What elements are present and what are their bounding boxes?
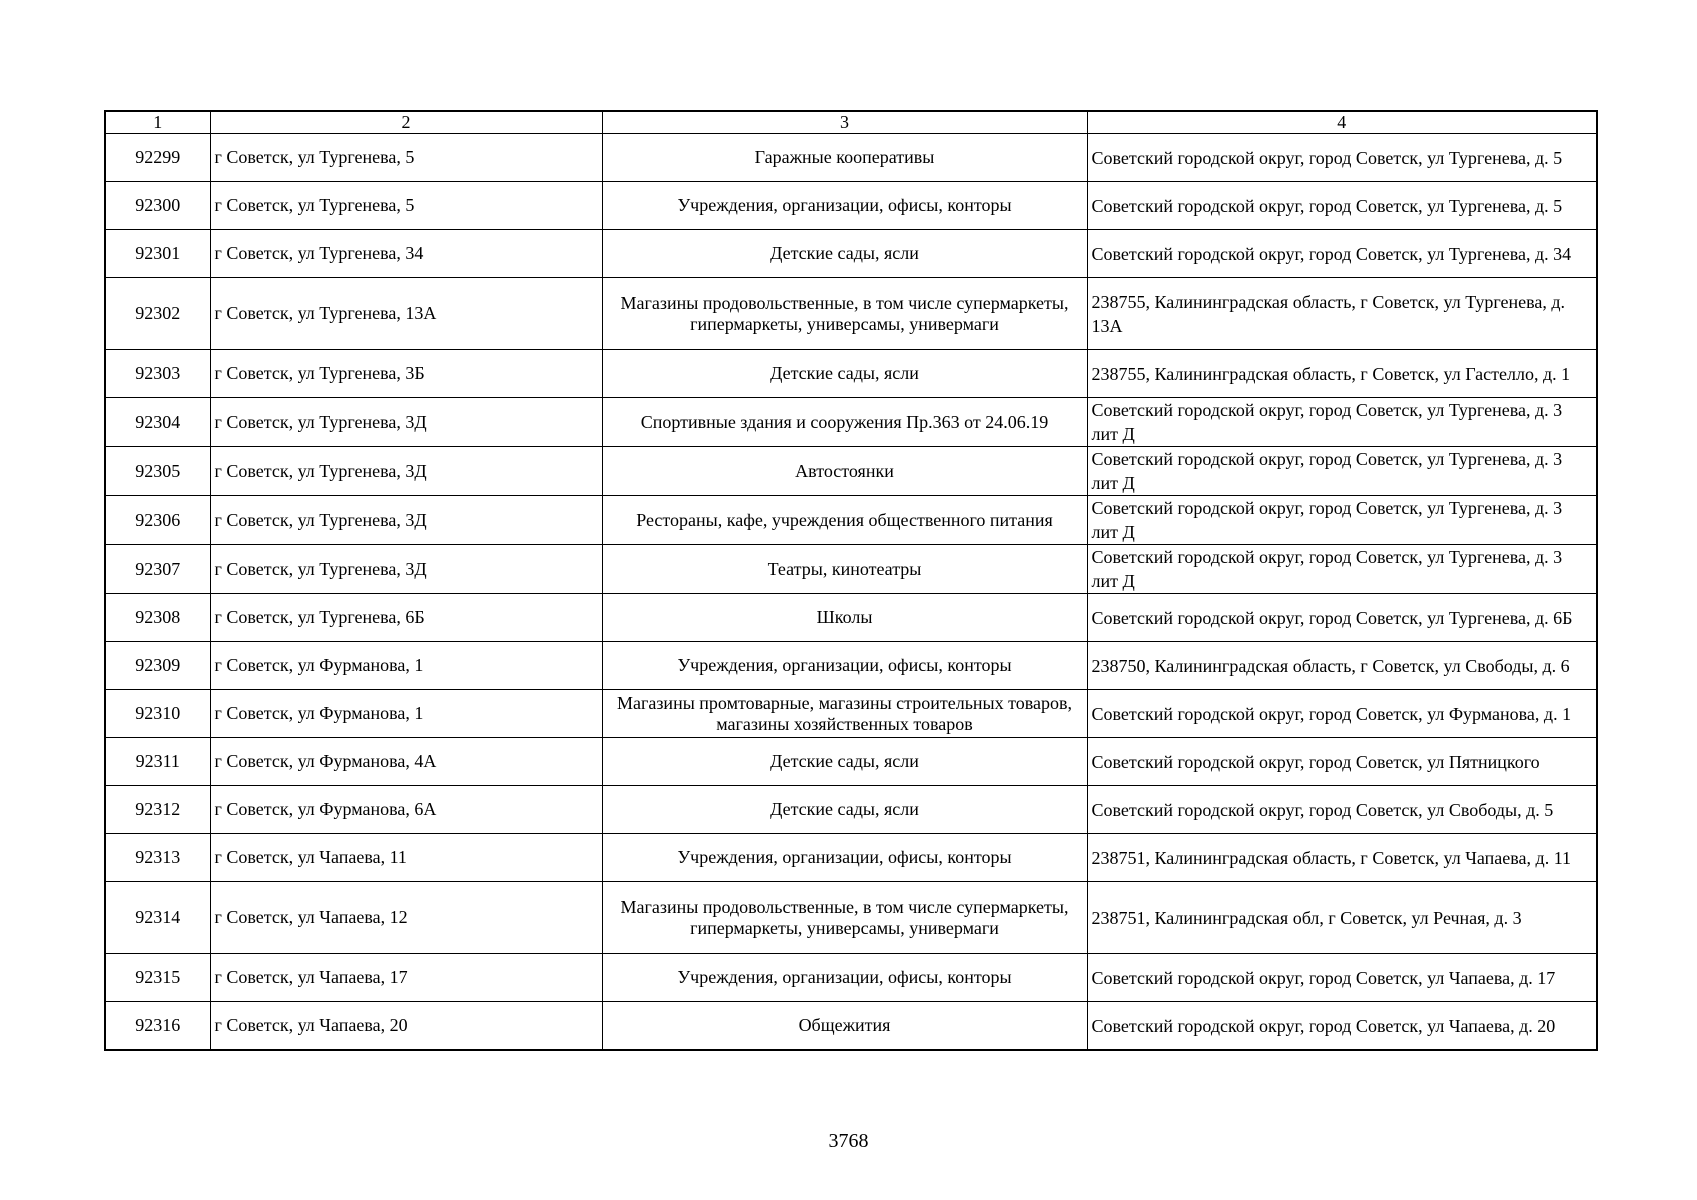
row-full-address-cell: Советский городской округ, город Советск, ул Чапаева, д. 20 [1087,1002,1597,1051]
row-address-cell: г Советск, ул Тургенева, 5 [210,182,602,230]
row-address-cell: г Советск, ул Тургенева, 3Б [210,350,602,398]
row-address-cell: г Советск, ул Фурманова, 1 [210,690,602,738]
row-address-cell: г Советск, ул Тургенева, 3Д [210,447,602,496]
row-full-address-cell: Советский городской округ, город Советск, ул Свободы, д. 5 [1087,786,1597,834]
row-address-cell: г Советск, ул Тургенева, 34 [210,230,602,278]
row-id-cell: 92310 [105,690,210,738]
row-id-cell: 92307 [105,545,210,594]
table-row [105,954,1597,1002]
row-full-address-cell: Советский городской округ, город Советск, ул Тургенева, д. 3 лит Д [1087,545,1597,594]
table-row [105,447,1597,496]
row-address-cell: г Советск, ул Тургенева, 13А [210,278,602,350]
row-id-cell: 92311 [105,738,210,786]
row-full-address-cell: Советский городской округ, город Советск, ул Фурманова, д. 1 [1087,690,1597,738]
row-address-cell: г Советск, ул Чапаева, 12 [210,882,602,954]
row-object-type-cell: Учреждения, организации, офисы, конторы [602,954,1087,1002]
row-id-cell: 92302 [105,278,210,350]
row-object-type-cell: Гаражные кооперативы [602,134,1087,182]
column-header-3: 3 [602,111,1087,134]
row-full-address-cell: Советский городской округ, город Советск, ул Тургенева, д. 34 [1087,230,1597,278]
table-row [105,496,1597,545]
row-address-cell: г Советск, ул Чапаева, 17 [210,954,602,1002]
row-full-address-cell: Советский городской округ, город Советск, ул Тургенева, д. 5 [1087,134,1597,182]
row-address-cell: г Советск, ул Чапаева, 11 [210,834,602,882]
table-row [105,882,1597,954]
row-object-type-cell: Магазины продовольственные, в том числе супермаркеты, гипермаркеты, универсамы, универмаги [602,278,1087,350]
row-id-cell: 92316 [105,1002,210,1051]
row-id-cell: 92312 [105,786,210,834]
row-address-cell: г Советск, ул Тургенева, 6Б [210,594,602,642]
column-header-1: 1 [105,111,210,134]
row-full-address-cell: Советский городской округ, город Советск, ул Пятницкого [1087,738,1597,786]
header-row [105,111,1597,134]
row-object-type-cell: Детские сады, ясли [602,230,1087,278]
table-row [105,398,1597,447]
row-id-cell: 92309 [105,642,210,690]
row-object-type-cell: Спортивные здания и сооружения Пр.363 от 24.06.19 [602,398,1087,447]
table-row [105,594,1597,642]
row-object-type-cell: Учреждения, организации, офисы, конторы [602,834,1087,882]
row-full-address-cell: Советский городской округ, город Советск, ул Тургенева, д. 3 лит Д [1087,398,1597,447]
registry-table [104,110,1598,1051]
table-row [105,182,1597,230]
row-object-type-cell: Детские сады, ясли [602,350,1087,398]
row-id-cell: 92303 [105,350,210,398]
row-address-cell: г Советск, ул Тургенева, 3Д [210,398,602,447]
row-id-cell: 92300 [105,182,210,230]
page-number: 3768 [828,1130,869,1152]
row-address-cell: г Советск, ул Тургенева, 3Д [210,496,602,545]
row-id-cell: 92308 [105,594,210,642]
table-row [105,278,1597,350]
column-header-2: 2 [210,111,602,134]
table-row [105,1002,1597,1051]
row-object-type-cell: Детские сады, ясли [602,786,1087,834]
row-object-type-cell: Магазины продовольственные, в том числе супермаркеты, гипермаркеты, универсамы, универмаги [602,882,1087,954]
row-object-type-cell: Общежития [602,1002,1087,1051]
row-full-address-cell: 238751, Калининградская обл, г Советск, ул Речная, д. 3 [1087,882,1597,954]
table-body [105,111,1597,1050]
row-object-type-cell: Театры, кинотеатры [602,545,1087,594]
row-full-address-cell: Советский городской округ, город Советск, ул Тургенева, д. 3 лит Д [1087,496,1597,545]
row-object-type-cell: Учреждения, организации, офисы, конторы [602,642,1087,690]
table-row [105,642,1597,690]
row-id-cell: 92306 [105,496,210,545]
table-row [105,134,1597,182]
row-id-cell: 92301 [105,230,210,278]
table-row [105,350,1597,398]
table-row [105,690,1597,738]
table-row [105,545,1597,594]
row-full-address-cell: Советский городской округ, город Советск, ул Тургенева, д. 3 лит Д [1087,447,1597,496]
row-address-cell: г Советск, ул Тургенева, 3Д [210,545,602,594]
row-id-cell: 92304 [105,398,210,447]
row-address-cell: г Советск, ул Фурманова, 4А [210,738,602,786]
row-address-cell: г Советск, ул Фурманова, 6А [210,786,602,834]
row-id-cell: 92314 [105,882,210,954]
row-address-cell: г Советск, ул Тургенева, 5 [210,134,602,182]
row-full-address-cell: Советский городской округ, город Советск, ул Тургенева, д. 6Б [1087,594,1597,642]
row-object-type-cell: Автостоянки [602,447,1087,496]
row-full-address-cell: 238755, Калининградская область, г Советск, ул Тургенева, д. 13А [1087,278,1597,350]
row-object-type-cell: Учреждения, организации, офисы, конторы [602,182,1087,230]
row-id-cell: 92299 [105,134,210,182]
row-full-address-cell: 238751, Калининградская область, г Советск, ул Чапаева, д. 11 [1087,834,1597,882]
row-full-address-cell: 238750, Калининградская область, г Советск, ул Свободы, д. 6 [1087,642,1597,690]
table-row [105,738,1597,786]
row-full-address-cell: 238755, Калининградская область, г Советск, ул Гастелло, д. 1 [1087,350,1597,398]
table-row [105,786,1597,834]
row-object-type-cell: Детские сады, ясли [602,738,1087,786]
row-full-address-cell: Советский городской округ, город Советск, ул Чапаева, д. 17 [1087,954,1597,1002]
row-full-address-cell: Советский городской округ, город Советск, ул Тургенева, д. 5 [1087,182,1597,230]
row-id-cell: 92313 [105,834,210,882]
row-id-cell: 92315 [105,954,210,1002]
row-object-type-cell: Магазины промтоварные, магазины строительных товаров, магазины хозяйственных товаров [602,690,1087,738]
table-row [105,834,1597,882]
row-object-type-cell: Школы [602,594,1087,642]
row-id-cell: 92305 [105,447,210,496]
row-address-cell: г Советск, ул Фурманова, 1 [210,642,602,690]
row-object-type-cell: Рестораны, кафе, учреждения общественного питания [602,496,1087,545]
table-row [105,230,1597,278]
row-address-cell: г Советск, ул Чапаева, 20 [210,1002,602,1051]
column-header-4: 4 [1087,111,1597,134]
